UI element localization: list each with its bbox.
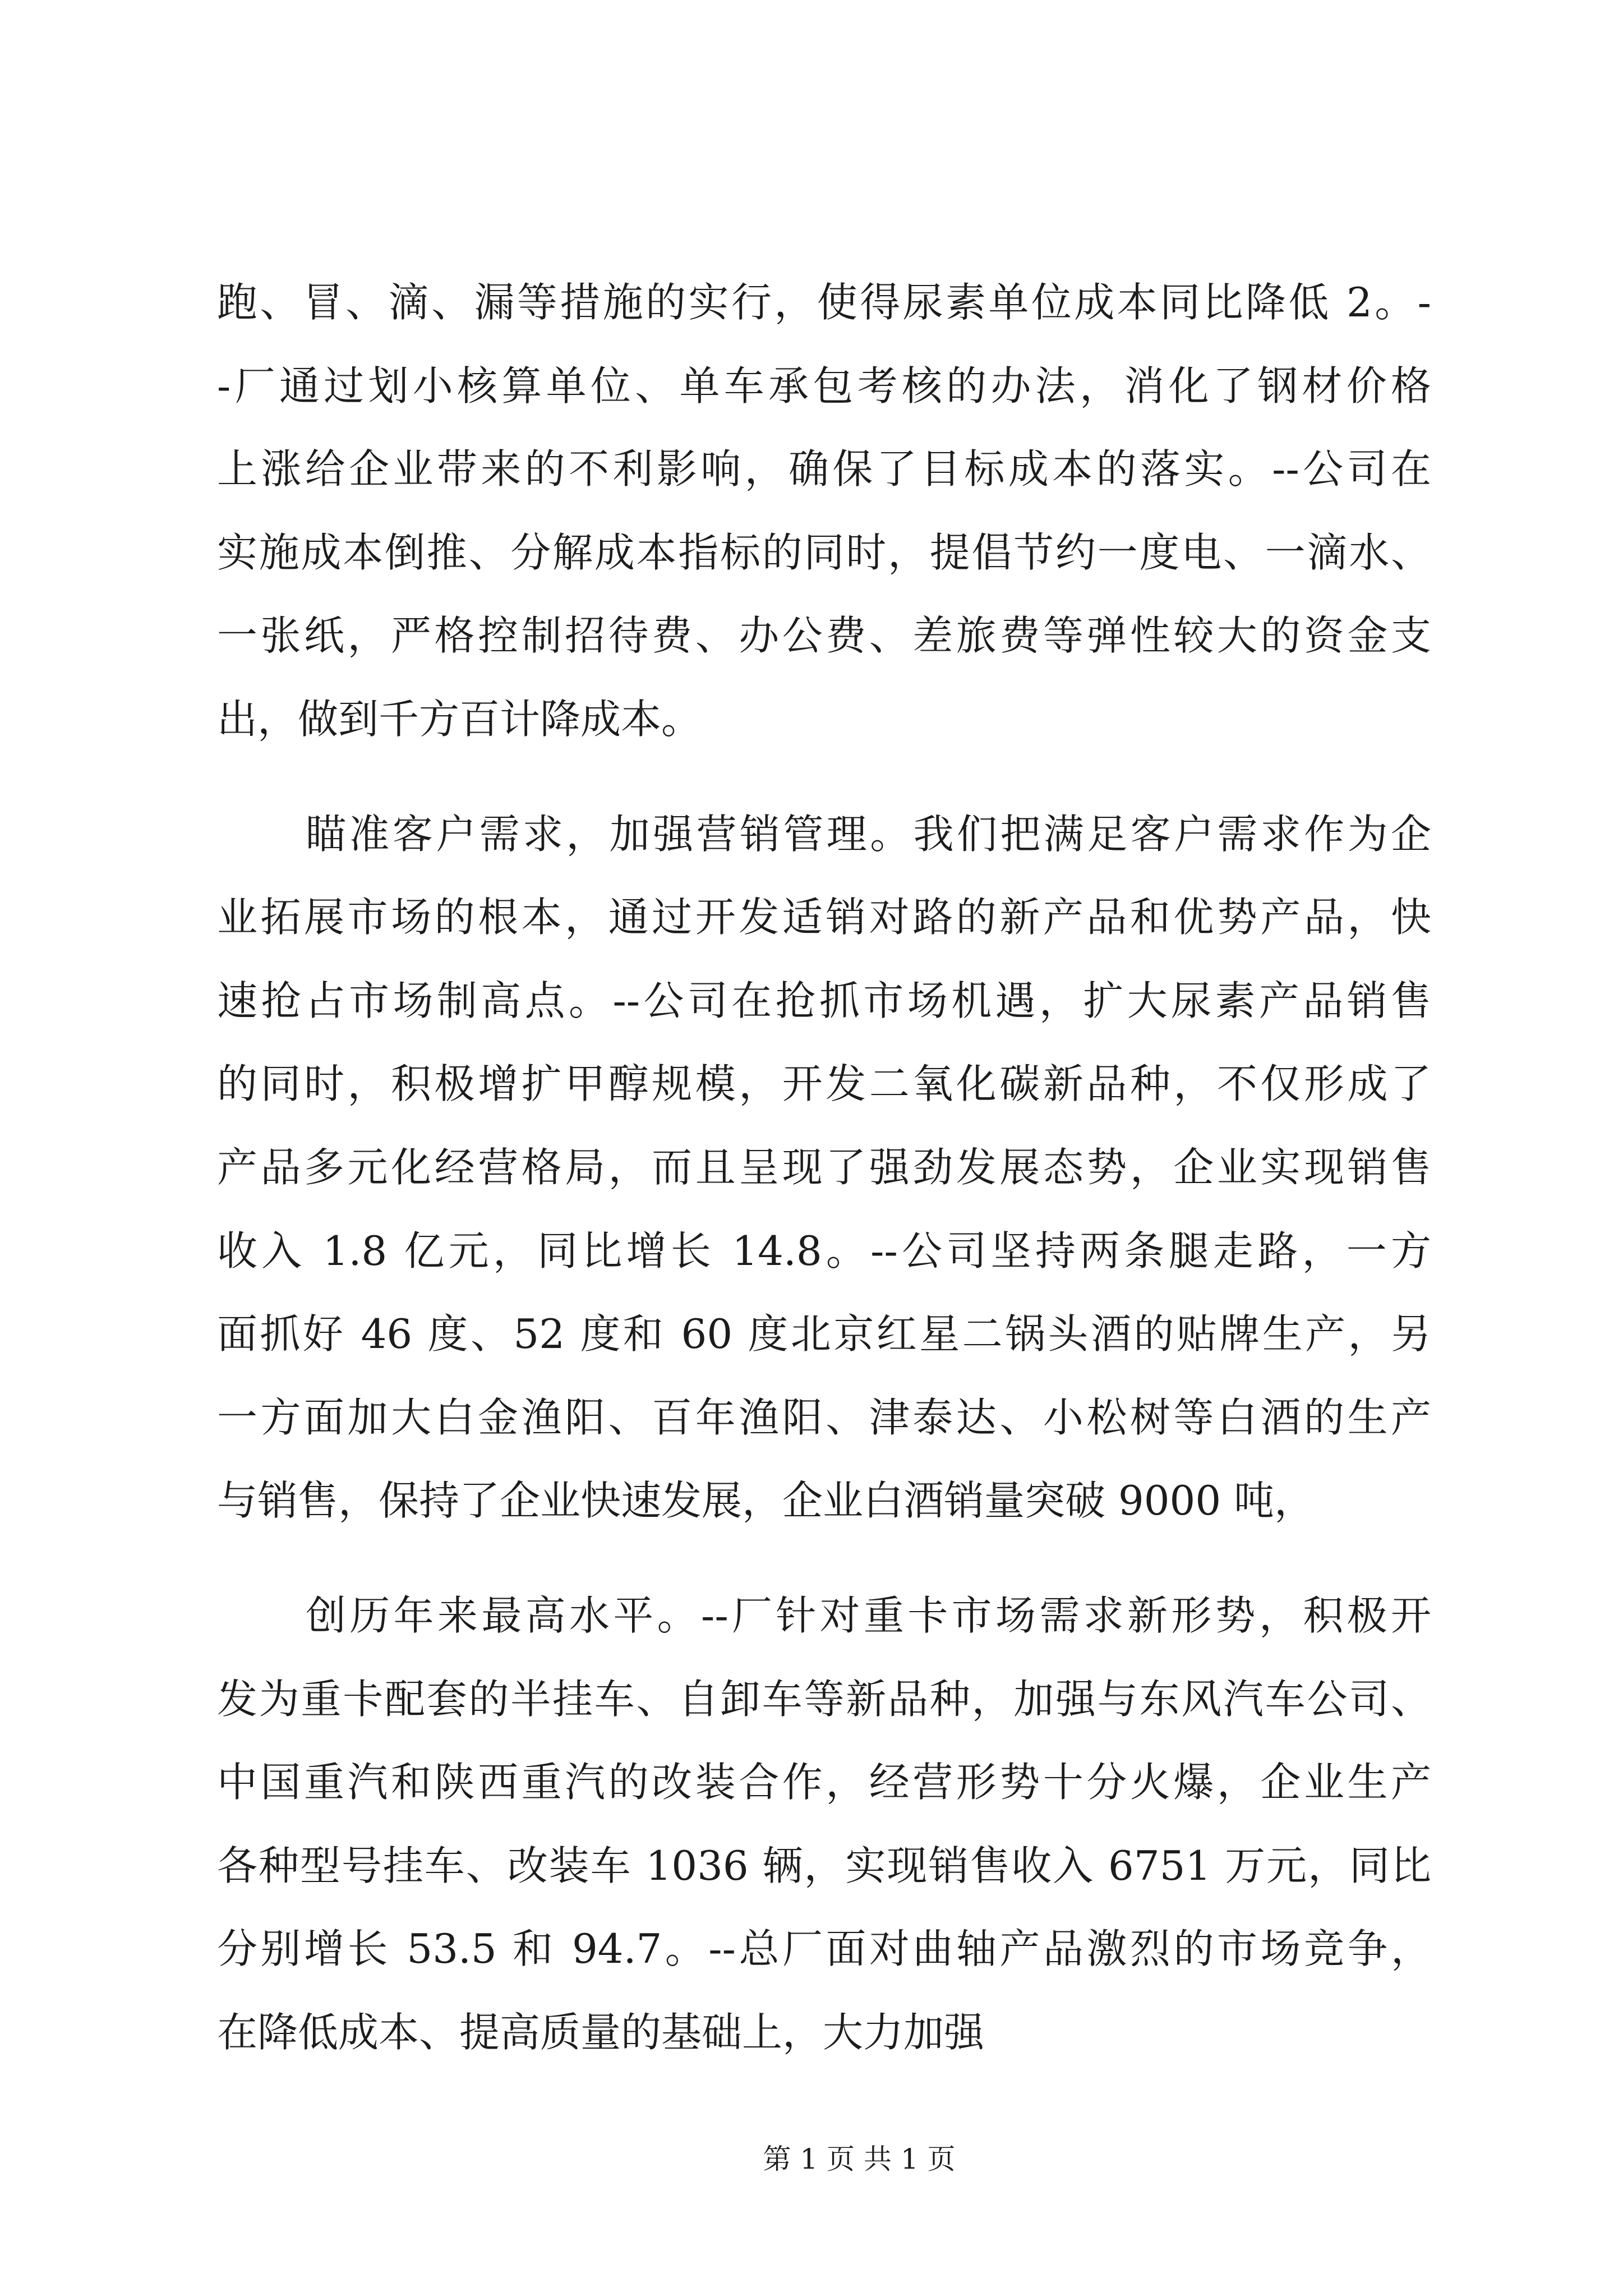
text-line: 实施成本倒推、分解成本指标的同时，提倡节约一度电、一滴水、 [217, 528, 1431, 576]
text-line: 出，做到千方百计降成本。 [217, 695, 702, 743]
text-line: 在降低成本、提高质量的基础上，大力加强 [217, 2008, 985, 2056]
text-line: 创历年来最高水平。--厂针对重卡市场需求新形势，积极开 [306, 1591, 1431, 1639]
body-text [217, 261, 1431, 2074]
text-line: 一方面加大白金渔阳、百年渔阳、津泰达、小松树等白酒的生产 [217, 1393, 1431, 1441]
page-footer: 第 1 页 共 1 页 [763, 2143, 956, 2175]
text-line: -厂通过划小核算单位、单车承包考核的办法，消化了钢材价格 [217, 362, 1431, 409]
text-line: 的同时，积极增扩甲醇规模，开发二氧化碳新品种，不仅形成了 [217, 1060, 1431, 1108]
text-line: 收入 1.8 亿元，同比增长 14.8。--公司坚持两条腿走路，一方 [217, 1227, 1431, 1274]
text-line: 业拓展市场的根本，通过开发适销对路的新产品和优势产品，快 [217, 894, 1431, 941]
text-line: 跑、冒、滴、漏等措施的实行，使得尿素单位成本同比降低 2。- [217, 279, 1431, 326]
text-line: 与销售，保持了企业快速发展，企业白酒销量突破 9000 吨， [217, 1477, 1315, 1525]
text-line: 一张纸，严格控制招待费、办公费、差旅费等弹性较大的资金支 [217, 612, 1431, 660]
text-line: 中国重汽和陕西重汽的改装合作，经营形势十分火爆，企业生产 [217, 1759, 1431, 1806]
paragraph [217, 1574, 1431, 2074]
paragraph [217, 261, 1431, 761]
text-line: 产品多元化经营格局，而且呈现了强劲发展态势，企业实现销售 [217, 1143, 1431, 1191]
text-line: 发为重卡配套的半挂车、自卸车等新品种，加强与东风汽车公司、 [217, 1675, 1431, 1723]
text-line: 面抓好 46 度、52 度和 60 度北京红星二锅头酒的贴牌生产，另 [217, 1310, 1431, 1358]
text-line: 分别增长 53.5 和 94.7。--总厂面对曲轴产品激烈的市场竞争， [217, 1925, 1431, 1973]
paragraph [217, 793, 1431, 1543]
text-line: 速抢占市场制高点。--公司在抢抓市场机遇，扩大尿素产品销售 [217, 977, 1431, 1024]
text-line: 上涨给企业带来的不利影响，确保了目标成本的落实。--公司在 [217, 445, 1431, 493]
text-line: 瞄准客户需求，加强营销管理。我们把满足客户需求作为企 [306, 810, 1431, 858]
text-line: 各种型号挂车、改装车 1036 辆，实现销售收入 6751 万元，同比 [217, 1842, 1431, 1889]
